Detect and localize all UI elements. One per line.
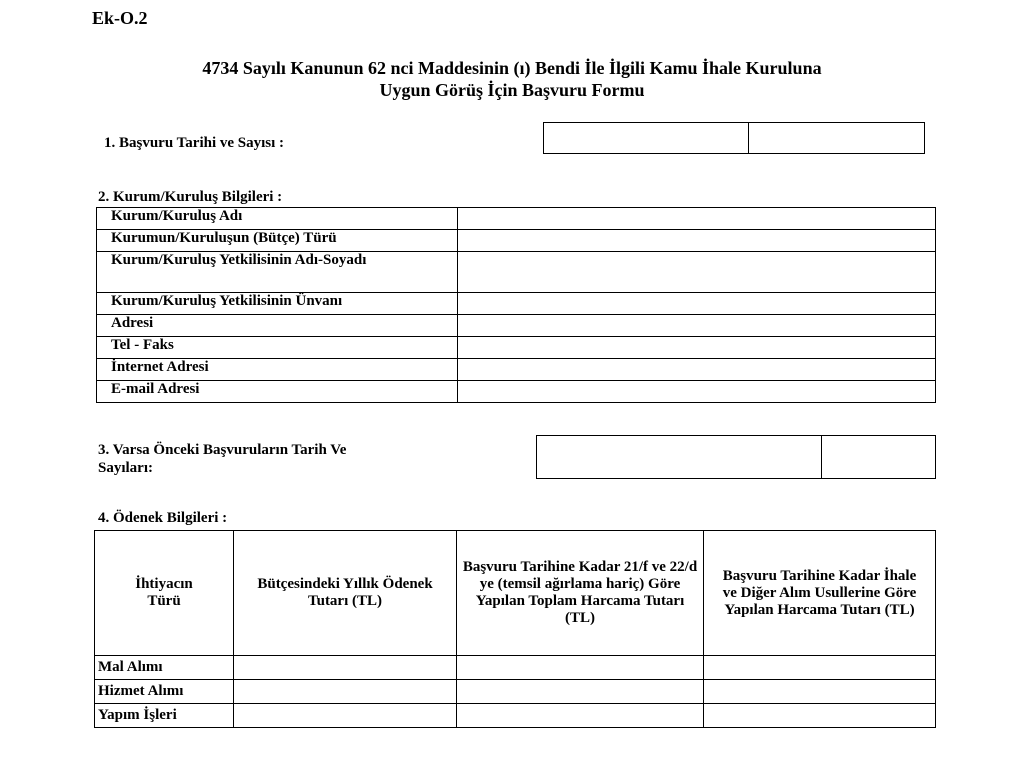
application-date-field[interactable]: [544, 123, 749, 154]
table-row: [95, 680, 936, 704]
institution-row-label: Kurum/Kuruluş Adı: [97, 208, 458, 230]
table-row: [97, 359, 936, 381]
section-3-label-line-1: 3. Varsa Önceki Başvuruların Tarih Ve: [98, 442, 347, 458]
header-tender-spending: Başvuru Tarihine Kadar İhale ve Diğer Alım Usullerine Göre Yapılan Harcama Tutarı (TL): [704, 531, 936, 656]
institution-row-label: Adresi: [97, 315, 458, 337]
institution-info-table: [96, 207, 936, 403]
institution-row-value[interactable]: [458, 293, 936, 315]
annual-appropriation-cell[interactable]: [234, 704, 457, 728]
table-row: [95, 656, 936, 680]
total-spending-cell[interactable]: [457, 704, 704, 728]
section-3-label: [98, 441, 346, 477]
previous-applications-date-field[interactable]: [537, 436, 822, 479]
form-title-line-1: 4734 Sayılı Kanunun 62 nci Maddesinin (ı) Bendi İle İlgili Kamu İhale Kuruluna: [202, 58, 822, 78]
institution-row-label: Kurumun/Kuruluşun (Bütçe) Türü: [97, 230, 458, 252]
institution-row-value[interactable]: [458, 359, 936, 381]
tender-spending-cell[interactable]: [704, 656, 936, 680]
annual-appropriation-cell[interactable]: [234, 680, 457, 704]
application-number-field[interactable]: [749, 123, 925, 154]
table-row: [95, 704, 936, 728]
need-type-cell: Mal Alımı: [95, 656, 234, 680]
annual-appropriation-cell[interactable]: [234, 656, 457, 680]
header-total-spending: Başvuru Tarihine Kadar 21/f ve 22/d ye (temsil ağırlama hariç) Göre Yapılan Toplam Harcama Tutarı (TL): [457, 531, 704, 656]
need-type-cell: Yapım İşleri: [95, 704, 234, 728]
application-date-number-box: [543, 122, 925, 154]
appropriation-info-table: [94, 530, 936, 728]
table-row: [97, 252, 936, 293]
header-annual-appropriation: Bütçesindeki Yıllık Ödenek Tutarı (TL): [234, 531, 457, 656]
total-spending-cell[interactable]: [457, 680, 704, 704]
institution-row-label: Kurum/Kuruluş Yetkilisinin Ünvanı: [97, 293, 458, 315]
institution-row-value[interactable]: [458, 252, 936, 293]
institution-row-label: İnternet Adresi: [97, 359, 458, 381]
previous-applications-number-field[interactable]: [822, 436, 936, 479]
institution-row-label: Kurum/Kuruluş Yetkilisinin Adı-Soyadı: [97, 252, 458, 293]
document-code: Ek-O.2: [92, 8, 148, 28]
institution-row-value[interactable]: [458, 337, 936, 359]
header-need-type: İhtiyacın Türü: [95, 531, 234, 656]
table-row: [97, 315, 936, 337]
need-type-cell: Hizmet Alımı: [95, 680, 234, 704]
section-1-label: 1. Başvuru Tarihi ve Sayısı :: [104, 135, 285, 151]
institution-row-label: E-mail Adresi: [97, 381, 458, 403]
form-title-line-2: Uygun Görüş İçin Başvuru Formu: [379, 80, 645, 100]
tender-spending-cell[interactable]: [704, 704, 936, 728]
institution-row-value[interactable]: [458, 208, 936, 230]
table-header-row: [95, 531, 936, 656]
previous-applications-box: [536, 435, 936, 479]
table-row: [97, 230, 936, 252]
institution-row-label: Tel - Faks: [97, 337, 458, 359]
section-3-label-line-2: Sayıları:: [98, 460, 153, 476]
institution-row-value[interactable]: [458, 381, 936, 403]
section-2-label: 2. Kurum/Kuruluş Bilgileri :: [98, 189, 283, 205]
table-row: [97, 293, 936, 315]
table-row: [97, 381, 936, 403]
table-row: [97, 337, 936, 359]
institution-row-value[interactable]: [458, 315, 936, 337]
table-row: [97, 208, 936, 230]
total-spending-cell[interactable]: [457, 656, 704, 680]
section-4-label: 4. Ödenek Bilgileri :: [98, 510, 228, 526]
tender-spending-cell[interactable]: [704, 680, 936, 704]
institution-row-value[interactable]: [458, 230, 936, 252]
